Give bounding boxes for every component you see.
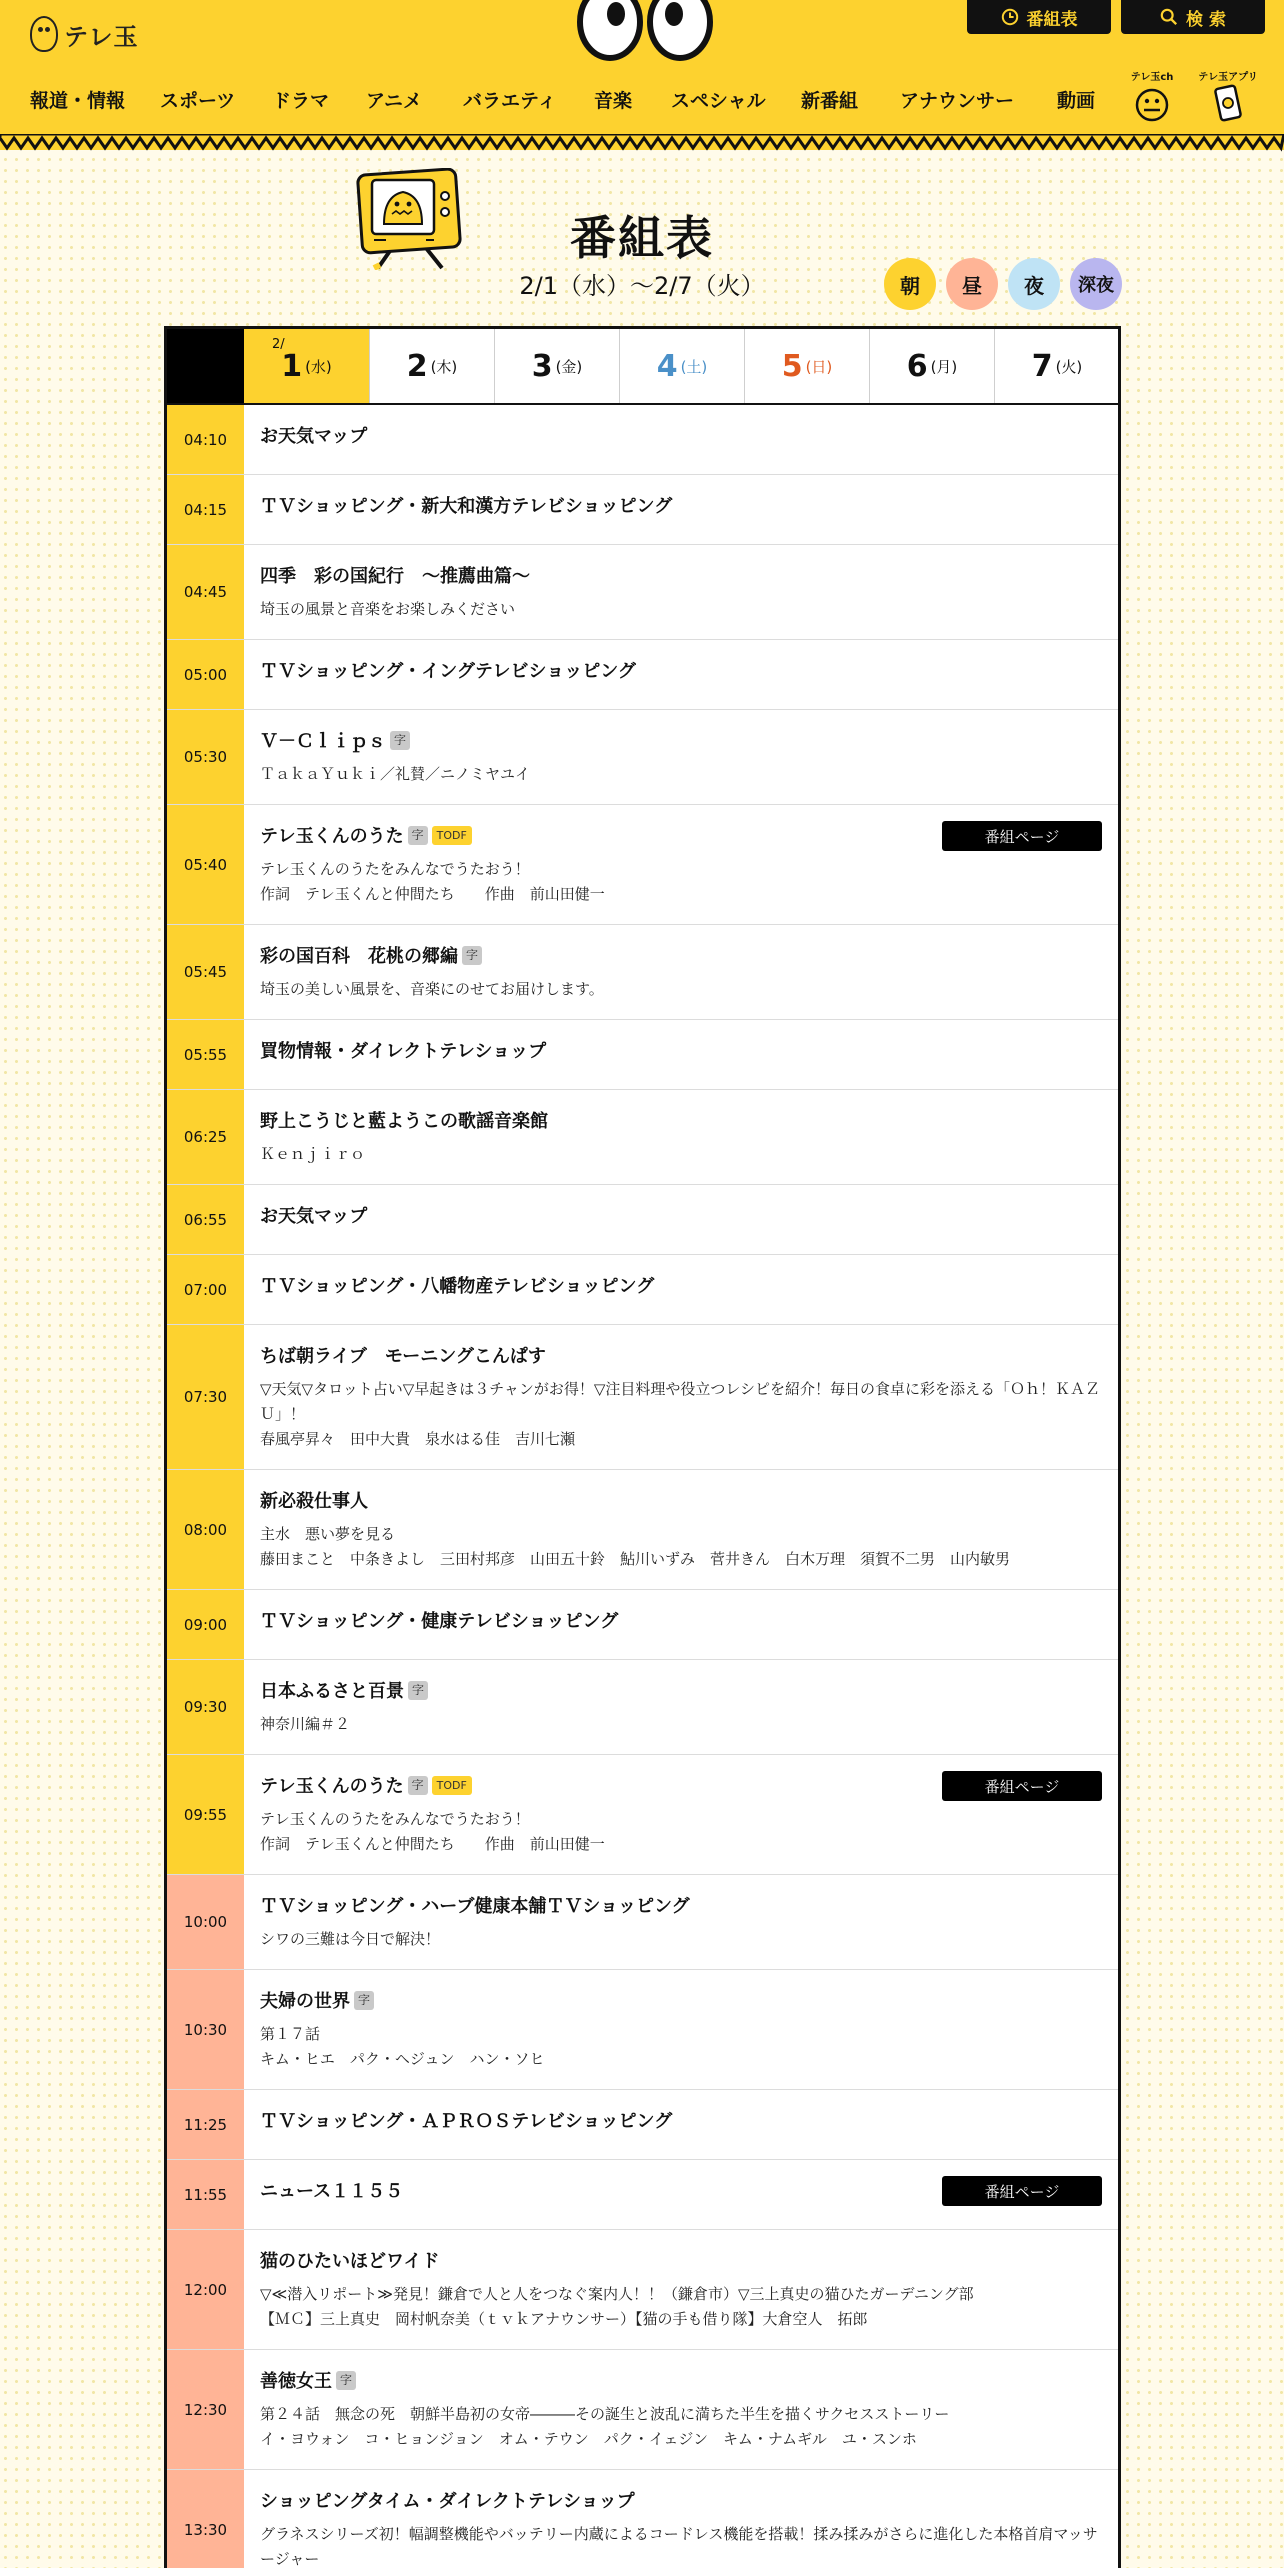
program-title-line [260,2248,1102,2272]
day-tab-2[interactable] [369,329,494,403]
subtitle-badge: 字 [354,1991,374,2010]
todf-badge: TODF [432,826,472,845]
program-page-button[interactable]: 番組ページ [942,2176,1102,2206]
nav-variety[interactable]: バラエティ [463,90,557,112]
nav-videos[interactable]: 動画 [1057,90,1096,112]
nav-special[interactable]: スペシャル [671,90,766,112]
program-description [260,2022,1102,2072]
program-description-line: テレ玉くんのうたをみんなでうたおう！ [260,1810,530,1828]
program-title[interactable]: 四季 彩の国紀行 〜推薦曲篇〜 [260,566,530,587]
program-title[interactable]: 猫のひたいほどワイド [260,2251,440,2272]
program-title-line [260,943,1102,967]
program-row[interactable] [167,475,1118,545]
program-row[interactable] [167,2350,1118,2470]
program-title-line [260,1343,1102,1367]
program-description-line: 第２４話 無念の死 朝鮮半島初の女帝―――その誕生と波乱に満ちた半生を描くサクセスストーリー [260,2405,950,2423]
subtitle-badge: 字 [390,731,410,750]
program-description-line: 埼玉の美しい風景を、音楽にのせてお届けします。 [260,980,604,998]
program-guide-button[interactable] [967,0,1111,34]
program-info [260,1343,1102,1452]
day-weekday: (月) [930,357,958,376]
program-info [260,563,1102,622]
program-info [260,1893,1102,1952]
program-row[interactable] [167,2470,1118,2568]
program-info [260,2368,1102,2452]
program-description [260,1522,1102,1572]
program-title-line [260,423,1102,447]
program-description [260,977,1102,1002]
day-number: 7 [1031,348,1053,384]
program-row[interactable] [167,1255,1118,1325]
program-description-line: 春風亭昇々 田中大貴 泉水はる佳 吉川七瀬 [260,1430,576,1448]
program-row[interactable] [167,1755,1118,1875]
program-title-line [260,1608,1102,1632]
program-page-button[interactable]: 番組ページ [942,821,1102,851]
program-title[interactable]: テレ玉くんのうた [260,1776,404,1797]
day-number: 2 [406,348,428,384]
program-title[interactable]: ＴＶショッピング・ハーブ健康本舗ＴＶショッピング [260,1896,690,1917]
program-title[interactable]: 野上こうじと藍ようこの歌謡音楽館 [260,1111,548,1132]
logo-text: テレ玉 [64,22,139,51]
program-title-line [260,1203,1102,1227]
program-time: 11:25 [167,2090,244,2159]
mascot-head-icon [1132,83,1172,123]
program-title-line [260,1038,1102,1062]
program-row[interactable] [167,1470,1118,1590]
program-description-line: 埼玉の風景と音楽をお楽しみください [260,600,516,618]
program-title[interactable]: ＴＶショッピング・新大和漢方テレビショッピング [260,496,673,517]
program-title[interactable]: ニュース１１５５ [260,2181,404,2202]
site-header [0,0,1284,150]
nav-music[interactable]: 音楽 [594,90,633,112]
program-row[interactable] [167,1185,1118,1255]
program-time: 08:00 [167,1470,244,1589]
program-description-line: ▽天気▽タロット占い▽早起きは３チャンがお得！▽注目料理や役立つレシピを紹介！毎日の食卓に彩を添える「Ｏｈ！ＫＡＺＵ」！ [260,1380,1101,1423]
search-label: 検 索 [1186,9,1226,30]
program-info [260,1608,1102,1632]
program-row[interactable] [167,1090,1118,1185]
program-time: 06:55 [167,1185,244,1254]
program-description-line: 作詞 テレ玉くんと仲間たち 作曲 前山田健一 [260,1835,605,1853]
program-title[interactable]: 買物情報・ダイレクトテレショップ [260,1041,547,1062]
day-tabs [167,329,1118,405]
time-evening-label: 夜 [1024,273,1044,298]
program-description-line: ＴａｋａＹｕｋｉ／礼賛／ニノミヤユイ [260,765,531,783]
subtitle-badge: 字 [408,1776,428,1795]
program-title-line [260,1893,1102,1917]
program-info [260,1203,1102,1227]
search-button[interactable] [1121,0,1265,34]
program-time: 12:30 [167,2350,244,2469]
program-description-line: 作詞 テレ玉くんと仲間たち 作曲 前山田健一 [260,885,605,903]
program-time: 06:25 [167,1090,244,1184]
program-title[interactable]: ＴＶショッピング・健康テレビショッピング [260,1611,619,1632]
day-tab-3[interactable] [494,329,619,403]
program-page-button[interactable]: 番組ページ [942,1771,1102,1801]
program-description [260,1807,1102,1857]
program-title-line [260,2488,1102,2512]
program-description-line: グラネスシリーズ初！幅調整機能やバッテリー内蔵によるコードレス機能を搭載！揉み揉みがさらに進化した本格首肩マッサージャー [260,2525,1098,2568]
time-noon-button[interactable] [946,258,998,310]
program-title[interactable]: 日本ふるさと百景 [260,1681,404,1702]
program-info [260,493,1102,517]
clock-icon [1001,8,1019,26]
program-title-line [260,493,1102,517]
program-row[interactable] [167,925,1118,1020]
program-title[interactable]: 彩の国百科 花桃の郷編 [260,946,458,967]
site-logo[interactable] [30,16,139,52]
time-morning-button[interactable] [884,258,936,310]
todf-badge: TODF [432,1776,472,1795]
program-row[interactable] [167,710,1118,805]
schedule-table [164,326,1121,2568]
date-range: 2/1（水）〜2/7（火） [519,272,765,300]
nav-announcers[interactable]: アナウンサー [900,90,1015,112]
program-title-line [260,2368,1102,2392]
program-row[interactable] [167,640,1118,710]
day-number: 1 [281,348,303,384]
program-title[interactable]: 新必殺仕事人 [260,1491,368,1512]
program-time: 10:00 [167,1875,244,1969]
teletama-ch-label: テレ玉ch [1130,72,1174,83]
program-description [260,1927,1102,1952]
subtitle-badge: 字 [336,2371,356,2390]
program-description [260,597,1102,622]
program-time: 04:15 [167,475,244,544]
program-time: 05:45 [167,925,244,1019]
teletama-ch-badge[interactable] [1128,68,1176,126]
teletama-mascot-icon [30,16,58,52]
program-info [260,943,1102,1002]
program-description [260,2402,1102,2452]
subtitle-badge: 字 [408,1681,428,1700]
program-time: 13:30 [167,2470,244,2568]
program-row[interactable] [167,1875,1118,1970]
program-title-line [260,563,1102,587]
day-weekday: (火) [1055,357,1083,376]
day-number: 5 [781,348,803,384]
program-info [260,2488,1102,2568]
program-description-line: ▽≪潜入リポート≫発見！鎌倉で人と人をつなぐ案内人！！（鎌倉市）▽三上真史の猫ひたガーデニング部 [260,2285,974,2303]
day-weekday: (木) [430,357,458,376]
program-row[interactable] [167,2090,1118,2160]
day-tab-5[interactable] [744,329,869,403]
program-row[interactable] [167,1660,1118,1755]
time-latenight-button[interactable] [1070,258,1122,310]
program-time: 12:00 [167,2230,244,2349]
program-time: 05:40 [167,805,244,924]
day-tab-1[interactable] [244,329,369,403]
program-title-line [260,2108,1102,2132]
program-info [260,1488,1102,1572]
program-guide-label: 番組表 [1026,9,1078,30]
smartphone-icon [1208,83,1248,123]
program-time: 04:10 [167,405,244,474]
program-description-line: 第１７話 [260,2025,321,2043]
program-row[interactable] [167,1325,1118,1470]
program-title-line [260,728,1102,752]
day-weekday: (日) [805,357,833,376]
program-description-line: 藤田まこと 中条きよし 三田村邦彦 山田五十鈴 鮎川いずみ 菅井きん 白木万理 須賀不二男 山内敏男 [260,1550,1011,1568]
program-time: 11:55 [167,2160,244,2229]
day-number: 3 [531,348,553,384]
time-noon-label: 昼 [962,273,982,298]
day-tab-6[interactable] [869,329,994,403]
program-info [260,1678,1102,1737]
tv-mascot-icon [352,168,464,270]
program-title[interactable]: お天気マップ [260,426,368,447]
zigzag-divider [0,134,1284,158]
program-title-line [260,1678,1102,1702]
day-number: 4 [656,348,678,384]
time-morning-label: 朝 [900,273,920,298]
program-time: 09:00 [167,1590,244,1659]
program-description [260,1712,1102,1737]
program-description [260,2522,1102,2568]
page-title: 番組表 [570,211,714,265]
program-time: 07:30 [167,1325,244,1469]
main-nav [0,84,1284,118]
nav-anime[interactable]: アニメ [366,90,423,112]
program-time: 05:30 [167,710,244,804]
day-weekday: (水) [305,357,332,376]
table-corner [167,329,244,403]
program-info [260,658,1102,682]
program-info [260,423,1102,447]
day-weekday: (土) [680,357,708,376]
program-info [260,728,1102,787]
program-time: 07:00 [167,1255,244,1324]
mascot-eyes-icon [570,0,720,62]
nav-sports[interactable]: スポーツ [160,90,236,112]
program-row[interactable] [167,805,1118,925]
program-info [260,1108,1102,1167]
program-title[interactable]: ＴＶショッピング・八幡物産テレビショッピング [260,1276,655,1297]
program-title[interactable]: テレ玉くんのうた [260,826,404,847]
program-info [260,2108,1102,2132]
search-icon [1160,8,1178,26]
program-title-line [260,658,1102,682]
nav-news[interactable]: 報道・情報 [30,90,126,112]
nav-new-programs[interactable]: 新番組 [801,90,859,112]
program-info [260,1038,1102,1062]
program-row[interactable] [167,1020,1118,1090]
time-evening-button[interactable] [1008,258,1060,310]
program-info [260,1273,1102,1297]
teletama-app-badge[interactable] [1198,68,1258,126]
day-month: 2/ [272,337,285,352]
program-row[interactable] [167,545,1118,640]
program-time: 05:55 [167,1020,244,1089]
program-description-line: Ｋｅｎｊｉｒｏ [260,1145,366,1163]
program-row[interactable] [167,1590,1118,1660]
program-description [260,857,1102,907]
program-title-line [260,1488,1102,1512]
program-description-line: シワの三難は今日で解決！ [260,1930,441,1948]
program-description [260,1377,1102,1452]
program-title-line [260,1273,1102,1297]
nav-drama[interactable]: ドラマ [272,90,330,112]
program-description-line: 神奈川編＃２ [260,1715,351,1733]
program-title[interactable]: ショッピングタイム・ダイレクトテレショップ [260,2491,635,2512]
day-tab-4[interactable] [619,329,744,403]
program-time: 09:55 [167,1755,244,1874]
program-title-line [260,1988,1102,2012]
subtitle-badge: 字 [462,946,482,965]
program-description [260,762,1102,787]
day-tab-7[interactable] [994,329,1119,403]
program-title-line [260,1108,1102,1132]
program-time: 04:45 [167,545,244,639]
program-description-line: テレ玉くんのうたをみんなでうたおう！ [260,860,530,878]
program-title[interactable]: お天気マップ [260,1206,368,1227]
program-time: 09:30 [167,1660,244,1754]
program-title[interactable]: ＴＶショッピング・イングテレビショッピング [260,661,636,682]
program-title[interactable]: 善徳女王 [260,2371,332,2392]
program-row[interactable] [167,1970,1118,2090]
program-description-line: イ・ヨウォン コ・ヒョンジョン オム・テウン パク・イェジン キム・ナムギル ユ・スンホ [260,2430,917,2448]
program-title[interactable]: 夫婦の世界 [260,1991,350,2012]
day-weekday: (金) [555,357,583,376]
program-title[interactable]: ちば朝ライブ モーニングこんぱす [260,1346,546,1367]
day-number: 6 [906,348,928,384]
program-title[interactable]: ＴＶショッピング・ＡＰＲＯＳテレビショッピング [260,2111,673,2132]
time-latenight-label: 深夜 [1078,275,1114,296]
program-info [260,2248,1102,2332]
program-description-line: キム・ヒエ パク・ヘジュン ハン・ソヒ [260,2050,545,2068]
program-description [260,2282,1102,2332]
subtitle-badge: 字 [408,826,428,845]
program-info [260,1988,1102,2072]
program-time: 10:30 [167,1970,244,2089]
program-time: 05:00 [167,640,244,709]
program-description-line: 【ＭＣ】三上真史 岡村帆奈美（ｔｖｋアナウンサー）【猫の手も借り隊】大倉空人 拓郎 [260,2310,868,2328]
program-row[interactable] [167,2230,1118,2350]
program-row[interactable] [167,2160,1118,2230]
program-description-line: 主水 悪い夢を見る [260,1525,396,1543]
teletama-app-label: テレ玉アプリ [1198,72,1258,83]
program-row[interactable] [167,405,1118,475]
program-description [260,1142,1102,1167]
program-title[interactable]: Ｖ－Ｃｌｉｐｓ [260,731,386,752]
